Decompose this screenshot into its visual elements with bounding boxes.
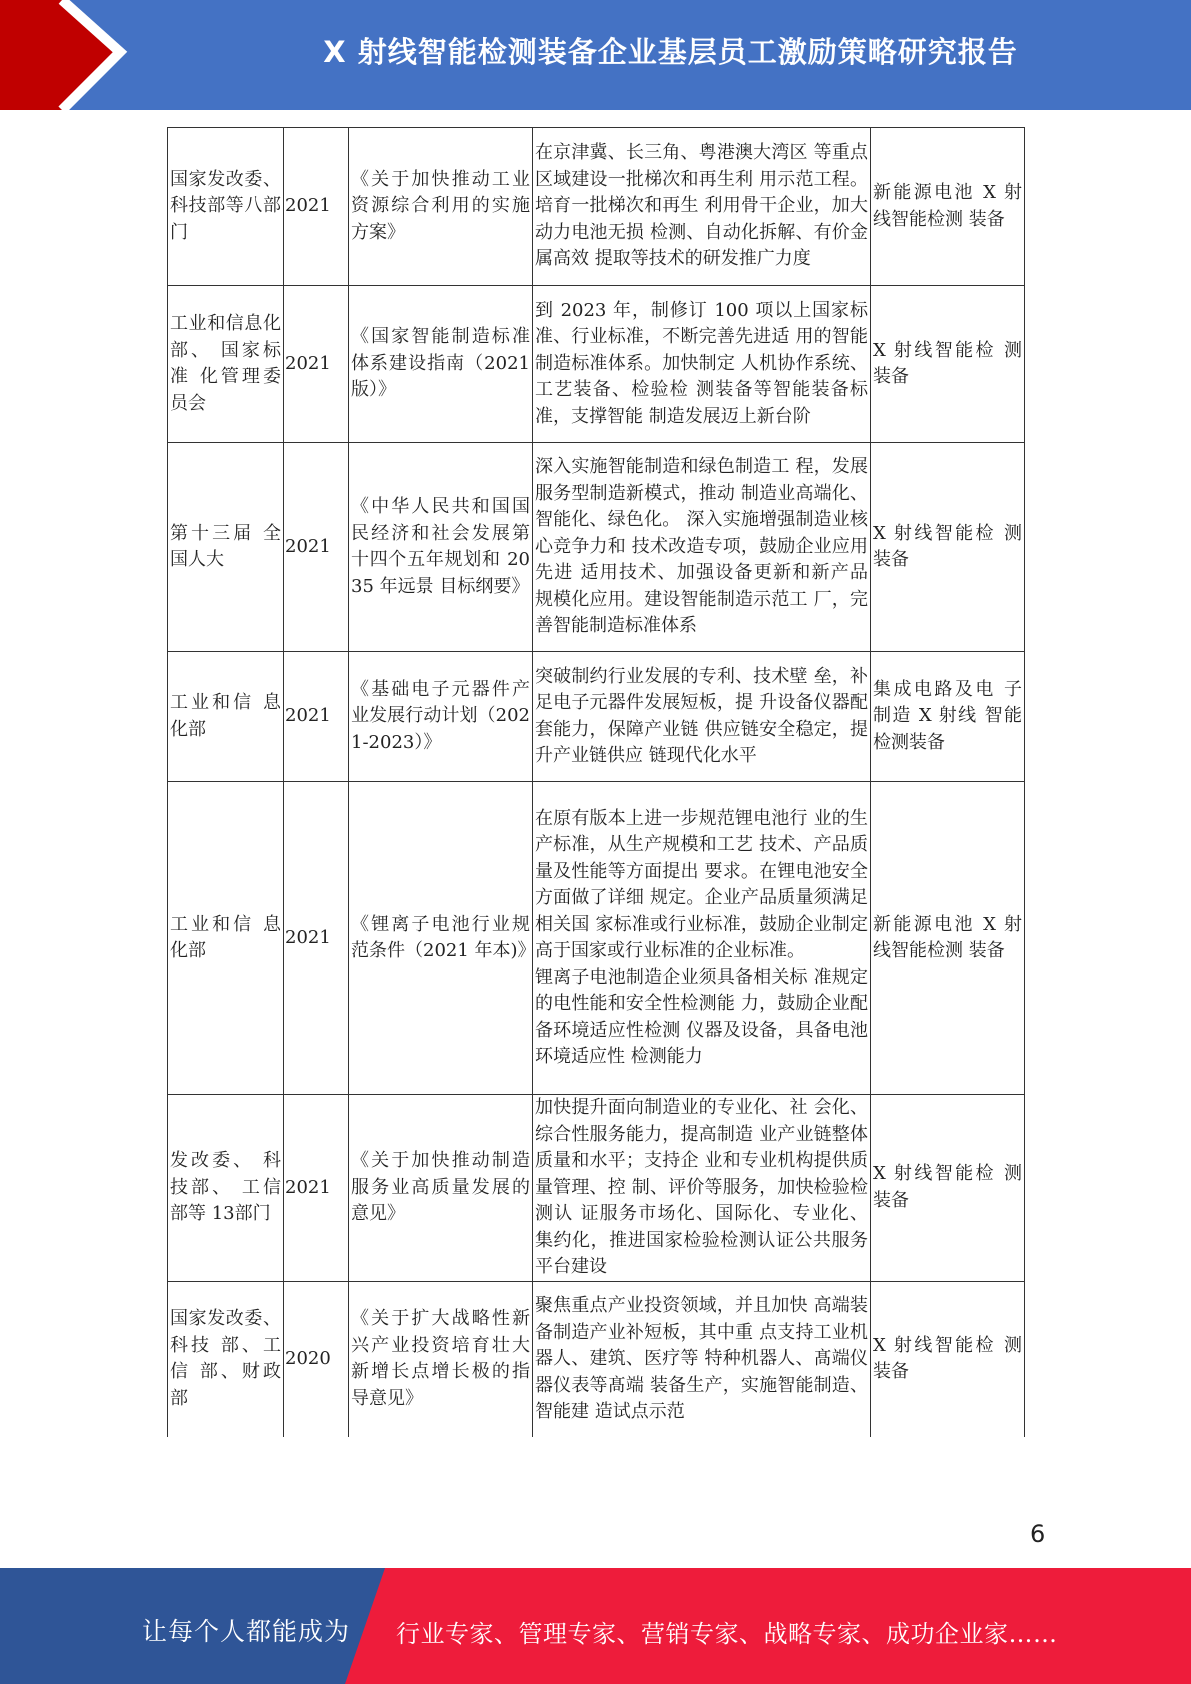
year-cell: 2021 [284,128,349,286]
policy-cell: 《关于加快推动制造服务业高质量发展的意见》 [349,1095,533,1282]
year-cell: 2021 [284,782,349,1095]
content-paragraph: 锂离子电池制造企业须具备相关标 准规定的电性能和安全性检测能 力，鼓励企业配备环境适应性检测 仪器及设备，具备电池环境适应性 检测能力 [535,966,868,1067]
table-row [168,1095,1025,1282]
policy-cell: 《关于加快推动工业资源综合利用的实施方案》 [349,128,533,286]
content-cell: 深入实施智能制造和绿色制造工 程，发展服务型制造新模式，推动 制造业高端化、智能化、绿色化。 深入实施增强制造业核心竞争力和 技术改造专项，鼓励企业应用先进 适用技术、加强设备更新和新产品 规模化应用。建设智能制造示范工 厂，完善智能制造标准体系 [533,443,871,652]
dept-cell: 工业和信 息化部 [168,782,284,1095]
field-cell: 新能源电池 X 射线智能检测 装备 [871,782,1025,1095]
year-cell: 2021 [284,1095,349,1282]
content-cell: 在京津冀、长三角、粤港澳大湾区 等重点区域建设一批梯次和再生利 用示范工程。培育一批梯次和再生 利用骨干企业，加大动力电池无损 检测、自动化拆解、有价金属高效 提取等技术的研发推广力度 [533,128,871,286]
year-cell: 2021 [284,443,349,652]
dept-cell: 发改委、 科技部、 工信部等 13部门 [168,1095,284,1282]
header-red-arrow [0,0,150,110]
dept-cell: 工业和信息化部、 国家标准 化管理委 员会 [168,286,284,443]
dept-cell: 工业和信 息化部 [168,652,284,782]
field-cell: X 射线智能检 测装备 [871,1281,1025,1437]
year-cell: 2021 [284,652,349,782]
content-cell: 突破制约行业发展的专利、技术壁 垒，补足电子元器件发展短板，提 升设备仪器配套能力，保障产业链 供应链安全稳定，提升产业链供应 链现代化水平 [533,652,871,782]
table-row [168,128,1025,286]
field-cell: 集成电路及电 子制造 X 射线 智能检测装备 [871,652,1025,782]
content-cell: 聚焦重点产业投资领域，并且加快 高端装备制造产业补短板，其中重 点支持工业机器人、建筑、医疗等 特种机器人、髙端仪器仪表等髙端 装备生产，实施智能制造、智能建 造试点示范 [533,1281,871,1437]
policy-cell: 《中华人民共和国国民经济和社会发展第十四个五年规划和 2035 年远景 目标纲要》 [349,443,533,652]
table-row [168,443,1025,652]
page-number: 6 [1030,1520,1046,1548]
report-title: X 射线智能检测装备企业基层员工激励策略研究报告 [323,34,1018,69]
field-cell: X 射线智能检 测装备 [871,443,1025,652]
content-paragraph: 在原有版本上进一步规范锂电池行 业的生产标准，从生产规模和工艺 技术、产品质量及性能等方面提出 要求。在锂电池安全方面做了详细 规定。企业产品质量须满足相关国 家标准或行业标准，鼓励企业制定 高于国家或行业标准的企业标准。 [535,807,868,961]
field-cell: 新能源电池 X 射线智能检测 装备 [871,128,1025,286]
year-cell: 2020 [284,1281,349,1437]
content-cell: 到 2023 年，制修订 100 项以上国家标准、行业标准，不断完善先进适 用的智能制造标准体系。加快制定 人机协作系统、工艺装备、检验检 测装备等智能装备标准，支撑智能 制造发展迈上新台阶 [533,286,871,443]
content-cell [533,782,871,1095]
policy-cell: 《基础电子元器件产业发展行动计划（2021-2023）》 [349,652,533,782]
field-cell: X 射线智能检 测装备 [871,286,1025,443]
footer-slogan-right: 行业专家、管理专家、营销专家、战略专家、成功企业家…… [396,1620,1058,1648]
table-row [168,286,1025,443]
policy-cell: 《国家智能制造标准体系建设指南（2021 版）》 [349,286,533,443]
table-row [168,782,1025,1095]
dept-cell: 国家发改委、科技 部、工信 部、财政 部 [168,1281,284,1437]
dept-cell: 国家发改委、科技部等八部门 [168,128,284,286]
policy-cell: 《关于扩大战略性新兴产业投资培育壮大新增长点增长极的指导意见》 [349,1281,533,1437]
page-header [0,0,1191,110]
table-row [168,652,1025,782]
footer-slogan-left: 让每个人都能成为 [142,1617,351,1646]
table-row [168,1281,1025,1437]
policy-cell: 《锂离子电池行业规范条件（2021 年本)》 [349,782,533,1095]
content-cell: 加快提升面向制造业的专业化、社 会化、综合性服务能力，提高制造 业产业链整体质量和水平；支持企 业和专业机构提供质量管理、控 制、评价等服务，加快检验检测认 证服务市场化、国际化、专业化、 集约化，推进国家检验检测认证公共服务平台建设 [533,1095,871,1282]
field-cell: X 射线智能检 测装备 [871,1095,1025,1282]
policy-table [167,127,1025,1437]
year-cell: 2021 [284,286,349,443]
dept-cell: 第十三届 全国人大 [168,443,284,652]
